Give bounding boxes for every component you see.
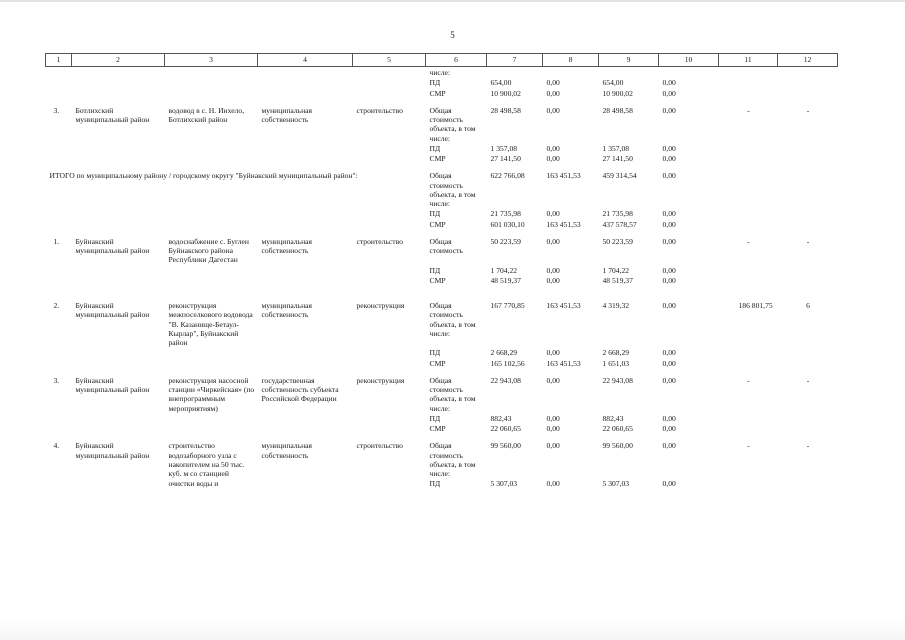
cell-col-4: муниципальная собственность bbox=[261, 236, 313, 255]
cell-col-11 bbox=[719, 478, 778, 488]
cell-col-12: 6 bbox=[806, 301, 810, 310]
cell-col-6: ПД bbox=[429, 78, 441, 88]
cell-col-12 bbox=[778, 478, 838, 488]
row-spacer bbox=[46, 433, 838, 440]
cell-col-11 bbox=[719, 88, 778, 98]
cell-col-4: государственная собственность субъекта Российской Федерации bbox=[261, 375, 339, 404]
cell-col-4 bbox=[258, 275, 353, 285]
cell-col-2 bbox=[72, 208, 165, 218]
cell-col-2 bbox=[72, 67, 165, 78]
cell-col-8: 0,00 bbox=[546, 88, 560, 98]
cell-col-12 bbox=[778, 347, 838, 357]
cell-col-6: ПД bbox=[429, 413, 441, 423]
cell-col-12 bbox=[778, 358, 838, 368]
cell-col-1 bbox=[46, 153, 72, 163]
cell-col-7: 1 357,08 bbox=[490, 143, 518, 153]
cell-col-10: 0,00 bbox=[662, 143, 676, 153]
cell-col-10: 0,00 bbox=[662, 105, 676, 115]
cell-col-10: 0,00 bbox=[662, 301, 676, 310]
cell-col-9: 654,00 bbox=[602, 78, 624, 88]
cell-col-3 bbox=[165, 423, 258, 433]
cell-col-12 bbox=[778, 153, 838, 163]
cell-col-5: строительство bbox=[356, 105, 403, 115]
cell-col-6: СМР bbox=[429, 219, 446, 229]
cell-col-2 bbox=[72, 358, 165, 368]
cell-col-2 bbox=[72, 88, 165, 98]
cell-col-6: ПД bbox=[429, 143, 441, 153]
cell-col-9 bbox=[599, 67, 659, 78]
cell-col-8 bbox=[543, 67, 599, 78]
cell-col-9: 882,43 bbox=[602, 413, 624, 423]
cell-col-6: СМР bbox=[429, 275, 446, 285]
cell-col-12 bbox=[778, 208, 838, 218]
cell-col-9: 1 651,03 bbox=[602, 358, 630, 368]
cell-col-2 bbox=[72, 275, 165, 285]
table-row bbox=[46, 236, 838, 265]
cell-col-11 bbox=[719, 153, 778, 163]
cell-col-6: ПД bbox=[429, 479, 441, 489]
spacer-cell bbox=[46, 433, 838, 440]
cell-col-3: водоснабжение с. Буглен Буйнакского района Республики Дагестан bbox=[168, 236, 249, 265]
table-row bbox=[46, 67, 838, 78]
total-label: ИТОГО по муниципальному району / городскому округу "Буйнакский муниципальный район": bbox=[49, 171, 358, 181]
cell-col-5 bbox=[353, 153, 426, 163]
cell-col-11 bbox=[719, 413, 778, 423]
cell-col-3 bbox=[165, 413, 258, 423]
cell-col-8: 0,00 bbox=[546, 105, 560, 115]
cell-col-7: 27 141,50 bbox=[490, 154, 521, 163]
cell-col-2 bbox=[72, 347, 165, 357]
cell-col-1 bbox=[46, 67, 72, 78]
cell-col-6: Общая стоимость объекта, в том числе: bbox=[429, 105, 476, 143]
cell-col-10: 0,00 bbox=[662, 441, 676, 451]
cell-col-3 bbox=[165, 143, 258, 153]
cell-col-9: 28 498,58 bbox=[602, 105, 633, 115]
cell-col-1 bbox=[46, 77, 72, 87]
cell-col-11 bbox=[719, 358, 778, 368]
cell-col-2: Ботлихский муниципальный район bbox=[75, 105, 150, 124]
cell-col-3 bbox=[165, 208, 258, 218]
cell-col-1 bbox=[46, 143, 72, 153]
cell-col-2: Буйнакский муниципальный район bbox=[75, 236, 150, 255]
cell-col-5 bbox=[353, 77, 426, 87]
cell-col-2: Буйнакский муниципальный район bbox=[75, 301, 150, 320]
cell-col-12 bbox=[778, 423, 838, 433]
spacer-cell bbox=[46, 163, 838, 170]
cell-col-9: 1 704,22 bbox=[602, 265, 630, 275]
cell-col-1: 3. bbox=[53, 105, 60, 115]
column-header-11: 11 bbox=[719, 54, 778, 67]
cell-col-11 bbox=[719, 77, 778, 87]
cell-col-7: 28 498,58 bbox=[490, 105, 521, 115]
cell-col-12 bbox=[778, 143, 838, 153]
table-row bbox=[46, 440, 838, 478]
table-row bbox=[46, 375, 838, 413]
cell-col-5 bbox=[353, 275, 426, 285]
row-spacer bbox=[46, 163, 838, 170]
total-cell-col-11 bbox=[719, 170, 778, 208]
cell-col-8: 0,00 bbox=[546, 441, 560, 451]
cell-col-3 bbox=[165, 275, 258, 285]
cell-col-10: 0,00 bbox=[662, 154, 676, 163]
cell-col-9: 22 943,08 bbox=[602, 375, 633, 385]
cell-col-2 bbox=[72, 77, 165, 87]
cell-col-4 bbox=[258, 208, 353, 218]
total-cell-col-10: 0,00 bbox=[662, 171, 676, 181]
cell-col-1: 4. bbox=[53, 441, 60, 451]
cell-col-10: 0,00 bbox=[662, 413, 676, 423]
cell-col-1 bbox=[46, 219, 72, 229]
column-header-12: 12 bbox=[778, 54, 838, 67]
cell-col-8: 0,00 bbox=[546, 413, 560, 423]
cell-col-7: 22 943,08 bbox=[490, 375, 521, 385]
table-row bbox=[46, 413, 838, 423]
column-header-4: 4 bbox=[258, 54, 353, 67]
cell-col-1 bbox=[46, 358, 72, 368]
cell-col-10: 0,00 bbox=[662, 88, 676, 98]
cell-col-10: 0,00 bbox=[662, 424, 676, 433]
cell-col-1: 1. bbox=[53, 236, 60, 246]
cell-col-9: 27 141,50 bbox=[602, 154, 633, 163]
cell-col-6: СМР bbox=[429, 358, 446, 368]
cell-col-11 bbox=[719, 275, 778, 285]
cell-col-7: 167 770,85 bbox=[490, 301, 525, 310]
cell-col-12: - bbox=[806, 441, 810, 451]
cell-col-8: 0,00 bbox=[546, 424, 560, 433]
cell-col-4 bbox=[258, 265, 353, 275]
cell-col-8: 0,00 bbox=[546, 78, 560, 88]
cell-col-9: 4 319,32 bbox=[602, 301, 630, 310]
cell-col-1 bbox=[46, 413, 72, 423]
cell-col-11 bbox=[719, 219, 778, 229]
cell-col-4: муниципальная собственность bbox=[261, 441, 313, 460]
cell-col-7: 5 307,03 bbox=[490, 479, 518, 489]
cell-col-12 bbox=[778, 77, 838, 87]
spacer-cell bbox=[46, 285, 838, 300]
cell-col-4 bbox=[258, 143, 353, 153]
cell-col-6: ПД bbox=[429, 348, 441, 358]
spacer-cell bbox=[46, 229, 838, 236]
cell-col-2: Буйнакский муниципальный район bbox=[75, 375, 150, 394]
cell-col-4 bbox=[258, 88, 353, 98]
cell-col-5: строительство bbox=[356, 441, 403, 451]
cell-col-3 bbox=[165, 358, 258, 368]
cell-col-12: - bbox=[806, 375, 810, 385]
table-row bbox=[46, 300, 838, 347]
cell-col-6: ПД bbox=[429, 265, 441, 275]
cell-col-12 bbox=[778, 265, 838, 275]
total-row bbox=[46, 170, 838, 208]
column-header-2: 2 bbox=[72, 54, 165, 67]
total-cell-col-9: 459 314,54 bbox=[602, 171, 637, 181]
cell-col-6: Общая стоимость объекта, в том числе: bbox=[429, 301, 476, 338]
cell-col-4 bbox=[258, 347, 353, 357]
cell-col-8: 0,00 bbox=[546, 275, 560, 285]
cell-col-2 bbox=[72, 265, 165, 275]
cell-col-7: 22 060,65 bbox=[490, 424, 521, 433]
cell-col-3 bbox=[165, 347, 258, 357]
cell-col-7: 654,00 bbox=[490, 78, 512, 88]
cell-col-1 bbox=[46, 347, 72, 357]
cell-col-10: 0,00 bbox=[662, 78, 676, 88]
page-number: 5 bbox=[450, 30, 455, 40]
cell-col-11: - bbox=[747, 236, 750, 246]
cell-col-11 bbox=[719, 423, 778, 433]
cell-col-3 bbox=[165, 77, 258, 87]
cell-col-12 bbox=[778, 88, 838, 98]
cell-col-9: 99 560,00 bbox=[602, 441, 633, 451]
cell-col-9: 48 519,37 bbox=[602, 275, 633, 285]
cell-col-8: 0,00 bbox=[546, 375, 560, 385]
table-row bbox=[46, 153, 838, 163]
column-header-7: 7 bbox=[487, 54, 543, 67]
cell-col-5 bbox=[353, 358, 426, 368]
cell-col-11 bbox=[719, 347, 778, 357]
cell-col-5 bbox=[353, 265, 426, 275]
cell-col-3 bbox=[165, 67, 258, 78]
spacer-cell bbox=[46, 98, 838, 105]
cell-col-1 bbox=[46, 88, 72, 98]
cell-col-11: 186 801,75 bbox=[738, 301, 773, 310]
cell-col-3 bbox=[165, 88, 258, 98]
spacer-cell bbox=[46, 368, 838, 375]
table-row bbox=[46, 105, 838, 143]
total-cell-col-7: 622 766,08 bbox=[490, 171, 525, 181]
cell-col-4 bbox=[258, 153, 353, 163]
cell-col-5 bbox=[353, 478, 426, 488]
cell-col-8: 0,00 bbox=[546, 348, 560, 358]
cell-col-5 bbox=[353, 219, 426, 229]
cell-col-5: строительство bbox=[356, 236, 403, 246]
cell-col-8: 0,00 bbox=[546, 265, 560, 275]
table-body bbox=[46, 67, 838, 489]
cell-col-1 bbox=[46, 423, 72, 433]
cell-col-12 bbox=[778, 67, 838, 78]
cell-col-1: 2. bbox=[53, 301, 60, 310]
cell-col-1 bbox=[46, 208, 72, 218]
table-row bbox=[46, 347, 838, 357]
cell-col-10 bbox=[659, 67, 719, 78]
table-row bbox=[46, 219, 838, 229]
cell-col-3: строительство водозаборного узла с накопителем на 50 тыс. куб. м со станцией bbox=[168, 441, 245, 478]
cell-col-5 bbox=[353, 67, 426, 78]
cell-col-2 bbox=[72, 423, 165, 433]
cell-col-8: 0,00 bbox=[546, 479, 560, 489]
cell-col-8: 0,00 bbox=[546, 209, 560, 219]
cell-col-6: Общая стоимость bbox=[429, 236, 463, 255]
cell-col-7: 10 900,02 bbox=[490, 88, 521, 98]
cell-col-4 bbox=[258, 219, 353, 229]
cell-col-7: 601 030,10 bbox=[490, 219, 525, 229]
cell-col-9: 50 223,59 bbox=[602, 236, 633, 246]
cell-col-9: 437 578,57 bbox=[602, 219, 637, 229]
cell-col-12 bbox=[778, 219, 838, 229]
row-spacer bbox=[46, 229, 838, 236]
cell-col-12 bbox=[778, 413, 838, 423]
table-row bbox=[46, 77, 838, 87]
cell-col-5 bbox=[353, 88, 426, 98]
cell-col-4: муниципальная собственность bbox=[261, 105, 313, 124]
table-row bbox=[46, 265, 838, 275]
cell-col-5 bbox=[353, 423, 426, 433]
cell-col-5: реконструкция bbox=[356, 301, 405, 310]
cell-col-7 bbox=[487, 67, 543, 78]
table-row bbox=[46, 208, 838, 218]
cell-col-6: Общая стоимость объекта, в том числе: bbox=[429, 375, 476, 413]
cell-col-8: 163 451,53 bbox=[546, 219, 581, 229]
cell-col-9: 1 357,08 bbox=[602, 143, 630, 153]
cell-col-8: 163 451,53 bbox=[546, 301, 581, 310]
cell-col-7: 165 102,56 bbox=[490, 358, 525, 368]
cell-col-6: СМР bbox=[429, 424, 446, 433]
column-header-6: 6 bbox=[426, 54, 487, 67]
cell-col-10: 0,00 bbox=[662, 209, 676, 219]
cell-col-7: 99 560,00 bbox=[490, 441, 521, 451]
cell-col-7: 50 223,59 bbox=[490, 236, 521, 246]
cell-col-4 bbox=[258, 67, 353, 78]
cell-col-9: 21 735,98 bbox=[602, 209, 633, 219]
scan-top-edge bbox=[0, 0, 905, 2]
cell-col-11 bbox=[719, 143, 778, 153]
column-header-3: 3 bbox=[165, 54, 258, 67]
cell-col-4 bbox=[258, 358, 353, 368]
cell-col-9: 10 900,02 bbox=[602, 88, 633, 98]
cell-col-7: 1 704,22 bbox=[490, 265, 518, 275]
table-row bbox=[46, 358, 838, 368]
cell-col-6: Общая стоимость объекта, в том числе: bbox=[429, 441, 476, 478]
table-row bbox=[46, 275, 838, 285]
cell-col-7: 21 735,98 bbox=[490, 209, 521, 219]
document-table-container bbox=[45, 53, 837, 489]
cell-col-5 bbox=[353, 143, 426, 153]
scan-bottom-edge bbox=[0, 620, 905, 640]
cell-col-10: 0,00 bbox=[662, 265, 676, 275]
cell-col-12 bbox=[778, 275, 838, 285]
cell-col-1 bbox=[46, 275, 72, 285]
cell-col-10: 0,00 bbox=[662, 375, 676, 385]
cell-col-2 bbox=[72, 478, 165, 488]
cell-col-7: 882,43 bbox=[490, 413, 512, 423]
cell-col-5 bbox=[353, 208, 426, 218]
cell-col-10: 0,00 bbox=[662, 219, 676, 229]
cell-col-7: 2 668,29 bbox=[490, 348, 518, 358]
cell-col-10: 0,00 bbox=[662, 275, 676, 285]
cell-col-5: реконструкция bbox=[356, 375, 405, 385]
cell-col-4 bbox=[258, 77, 353, 87]
cell-col-9: 2 668,29 bbox=[602, 348, 630, 358]
cell-col-1 bbox=[46, 478, 72, 488]
table-row bbox=[46, 88, 838, 98]
cell-col-10: 0,00 bbox=[662, 236, 676, 246]
column-header-1: 1 bbox=[46, 54, 72, 67]
row-spacer bbox=[46, 368, 838, 375]
cell-col-2 bbox=[72, 413, 165, 423]
cell-col-10: 0,00 bbox=[662, 479, 676, 489]
cell-col-3: реконструкция насосной станции «Чиркейская» (по внепрограммным мероприятиям) bbox=[168, 375, 255, 413]
column-header-9: 9 bbox=[599, 54, 659, 67]
table-row bbox=[46, 478, 838, 488]
cell-col-4: муниципальная собственность bbox=[261, 301, 313, 320]
total-cell-col-12 bbox=[778, 170, 838, 208]
cell-col-2 bbox=[72, 219, 165, 229]
cell-col-2 bbox=[72, 153, 165, 163]
cell-col-4 bbox=[258, 478, 353, 488]
cell-col-2: Буйнакский муниципальный район bbox=[75, 441, 150, 460]
cell-col-12: - bbox=[806, 105, 810, 115]
cell-col-8: 163 451,53 bbox=[546, 358, 581, 368]
cell-col-6: СМР bbox=[429, 88, 446, 98]
cell-col-4 bbox=[258, 423, 353, 433]
cell-col-6: ПД bbox=[429, 209, 441, 219]
cell-col-3: очистки воды и bbox=[168, 479, 219, 489]
cell-col-5 bbox=[353, 347, 426, 357]
cell-col-10: 0,00 bbox=[662, 358, 676, 368]
cell-col-7: 48 519,37 bbox=[490, 275, 521, 285]
cell-col-3: водовод в с. Н. Инхело, Ботлихский район bbox=[168, 105, 245, 124]
total-cell-col-8: 163 451,53 bbox=[546, 171, 581, 181]
cell-col-8: 0,00 bbox=[546, 236, 560, 246]
column-number-header bbox=[46, 54, 838, 67]
row-spacer bbox=[46, 285, 838, 300]
row-spacer bbox=[46, 98, 838, 105]
cell-col-3 bbox=[165, 219, 258, 229]
cell-col-11: - bbox=[747, 375, 750, 385]
table-row bbox=[46, 423, 838, 433]
table-row bbox=[46, 143, 838, 153]
cell-col-8: 0,00 bbox=[546, 143, 560, 153]
cell-col-6: СМР bbox=[429, 154, 446, 163]
data-table bbox=[45, 53, 838, 489]
cell-col-3 bbox=[165, 265, 258, 275]
cell-col-3 bbox=[165, 153, 258, 163]
cell-col-11: - bbox=[747, 105, 750, 115]
cell-col-11 bbox=[719, 265, 778, 275]
cell-col-5 bbox=[353, 413, 426, 423]
cell-col-11: - bbox=[747, 441, 750, 451]
column-header-8: 8 bbox=[543, 54, 599, 67]
cell-col-11 bbox=[719, 67, 778, 78]
cell-col-1 bbox=[46, 265, 72, 275]
cell-col-11 bbox=[719, 208, 778, 218]
cell-col-3: реконструкция межпоселкового водовода "В. Казанище-Бетаул-Кырлар", Буйнакский район bbox=[168, 301, 253, 347]
cell-col-9: 22 060,65 bbox=[602, 424, 633, 433]
total-cell-col-6: Общая стоимость объекта, в том числе: bbox=[429, 171, 476, 208]
cell-col-6: числе: bbox=[429, 68, 451, 77]
column-header-10: 10 bbox=[659, 54, 719, 67]
cell-col-2 bbox=[72, 143, 165, 153]
cell-col-1: 3. bbox=[53, 375, 60, 385]
cell-col-8: 0,00 bbox=[546, 154, 560, 163]
cell-col-9: 5 307,03 bbox=[602, 479, 630, 489]
cell-col-4 bbox=[258, 413, 353, 423]
cell-col-12: - bbox=[806, 236, 810, 246]
cell-col-10: 0,00 bbox=[662, 348, 676, 358]
column-header-5: 5 bbox=[353, 54, 426, 67]
